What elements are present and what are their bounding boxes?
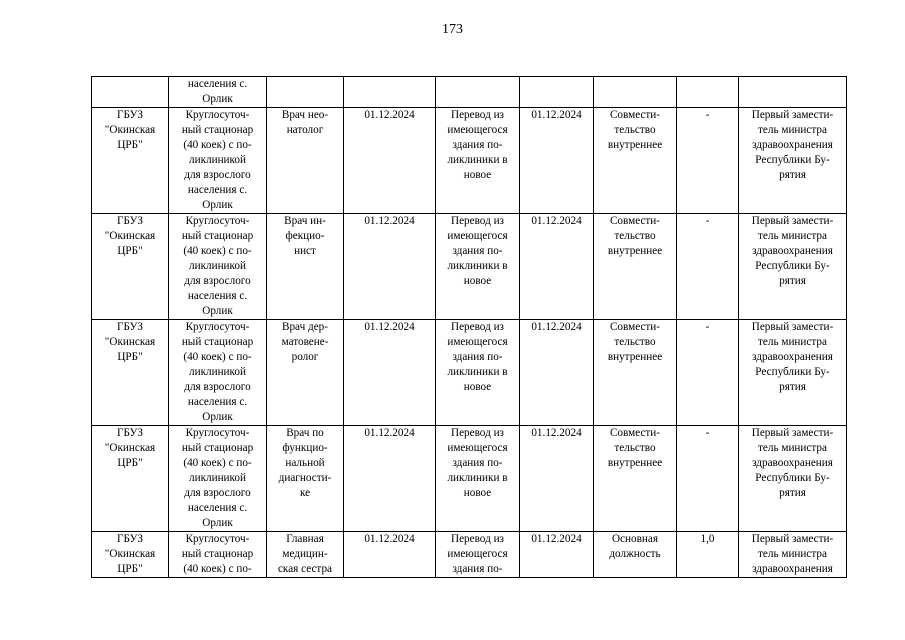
cell-reason: Перевод из имеющегося здания по- ликлиники в новое [436, 108, 520, 214]
cell-organization: ГБУЗ "Окинская ЦРБ" [92, 214, 169, 320]
table-row [92, 532, 847, 578]
cell-position: Главная медицин- ская сестра [267, 532, 344, 578]
cell-date-start: 01.12.2024 [344, 532, 436, 578]
cell-employment-type: Основная должность [594, 532, 677, 578]
cell-reason: Перевод из имеющегося здания по- ликлиники в новое [436, 320, 520, 426]
cell-reason [436, 77, 520, 108]
cell-employment-type: Совмести- тельство внутреннее [594, 214, 677, 320]
page-number: 173 [442, 22, 463, 37]
cell-employment-type [594, 77, 677, 108]
cell-date-start: 01.12.2024 [344, 108, 436, 214]
cell-department: Круглосуточ- ный стационар (40 коек) с по- ликлиникой для взрослого населения с. Орлик [169, 320, 267, 426]
cell-organization: ГБУЗ "Окинская ЦРБ" [92, 320, 169, 426]
cell-rate: - [677, 214, 739, 320]
cell-approver: Первый замести- тель министра здравоохранения Республики Бу- рятия [739, 320, 847, 426]
cell-department: Круглосуточ- ный стационар (40 коек) с по- [169, 532, 267, 578]
cell-position: Врач нео- натолог [267, 108, 344, 214]
cell-rate: - [677, 426, 739, 532]
cell-approver: Первый замести- тель министра здравоохранения Республики Бу- рятия [739, 426, 847, 532]
cell-position: Врач ин- фекцио- нист [267, 214, 344, 320]
cell-rate: - [677, 320, 739, 426]
cell-date-start: 01.12.2024 [344, 426, 436, 532]
cell-rate: - [677, 108, 739, 214]
cell-department: Круглосуточ- ный стационар (40 коек) с по- ликлиникой для взрослого населения с. Орлик [169, 426, 267, 532]
cell-employment-type: Совмести- тельство внутреннее [594, 426, 677, 532]
cell-rate [677, 77, 739, 108]
cell-rate: 1,0 [677, 532, 739, 578]
cell-organization: ГБУЗ "Окинская ЦРБ" [92, 108, 169, 214]
cell-organization [92, 77, 169, 108]
cell-approver: Первый замести- тель министра здравоохранения [739, 532, 847, 578]
cell-organization: ГБУЗ "Окинская ЦРБ" [92, 426, 169, 532]
document-table [91, 76, 847, 578]
cell-department: Круглосуточ- ный стационар (40 коек) с по- ликлиникой для взрослого населения с. Орлик [169, 214, 267, 320]
cell-date-start: 01.12.2024 [344, 320, 436, 426]
cell-approver: Первый замести- тель министра здравоохранения Республики Бу- рятия [739, 108, 847, 214]
cell-department: населения с. Орлик [169, 77, 267, 108]
cell-department: Круглосуточ- ный стационар (40 коек) с по- ликлиникой для взрослого населения с. Орлик [169, 108, 267, 214]
table-row [92, 426, 847, 532]
cell-date-effective: 01.12.2024 [520, 532, 594, 578]
table-row [92, 320, 847, 426]
cell-organization: ГБУЗ "Окинская ЦРБ" [92, 532, 169, 578]
cell-reason: Перевод из имеющегося здания по- ликлиники в новое [436, 214, 520, 320]
cell-position [267, 77, 344, 108]
cell-position: Врач по функцио- нальной диагности- ке [267, 426, 344, 532]
cell-date-start [344, 77, 436, 108]
cell-position: Врач дер- матовене- ролог [267, 320, 344, 426]
table-row [92, 214, 847, 320]
cell-date-effective: 01.12.2024 [520, 426, 594, 532]
cell-reason: Перевод из имеющегося здания по- ликлиники в новое [436, 426, 520, 532]
cell-employment-type: Совмести- тельство внутреннее [594, 108, 677, 214]
cell-date-effective: 01.12.2024 [520, 214, 594, 320]
cell-date-effective: 01.12.2024 [520, 320, 594, 426]
cell-reason: Перевод из имеющегося здания по- [436, 532, 520, 578]
cell-date-effective [520, 77, 594, 108]
cell-date-start: 01.12.2024 [344, 214, 436, 320]
cell-date-effective: 01.12.2024 [520, 108, 594, 214]
table-row [92, 77, 847, 108]
cell-approver: Первый замести- тель министра здравоохранения Республики Бу- рятия [739, 214, 847, 320]
cell-employment-type: Совмести- тельство внутреннее [594, 320, 677, 426]
cell-approver [739, 77, 847, 108]
table-row [92, 108, 847, 214]
